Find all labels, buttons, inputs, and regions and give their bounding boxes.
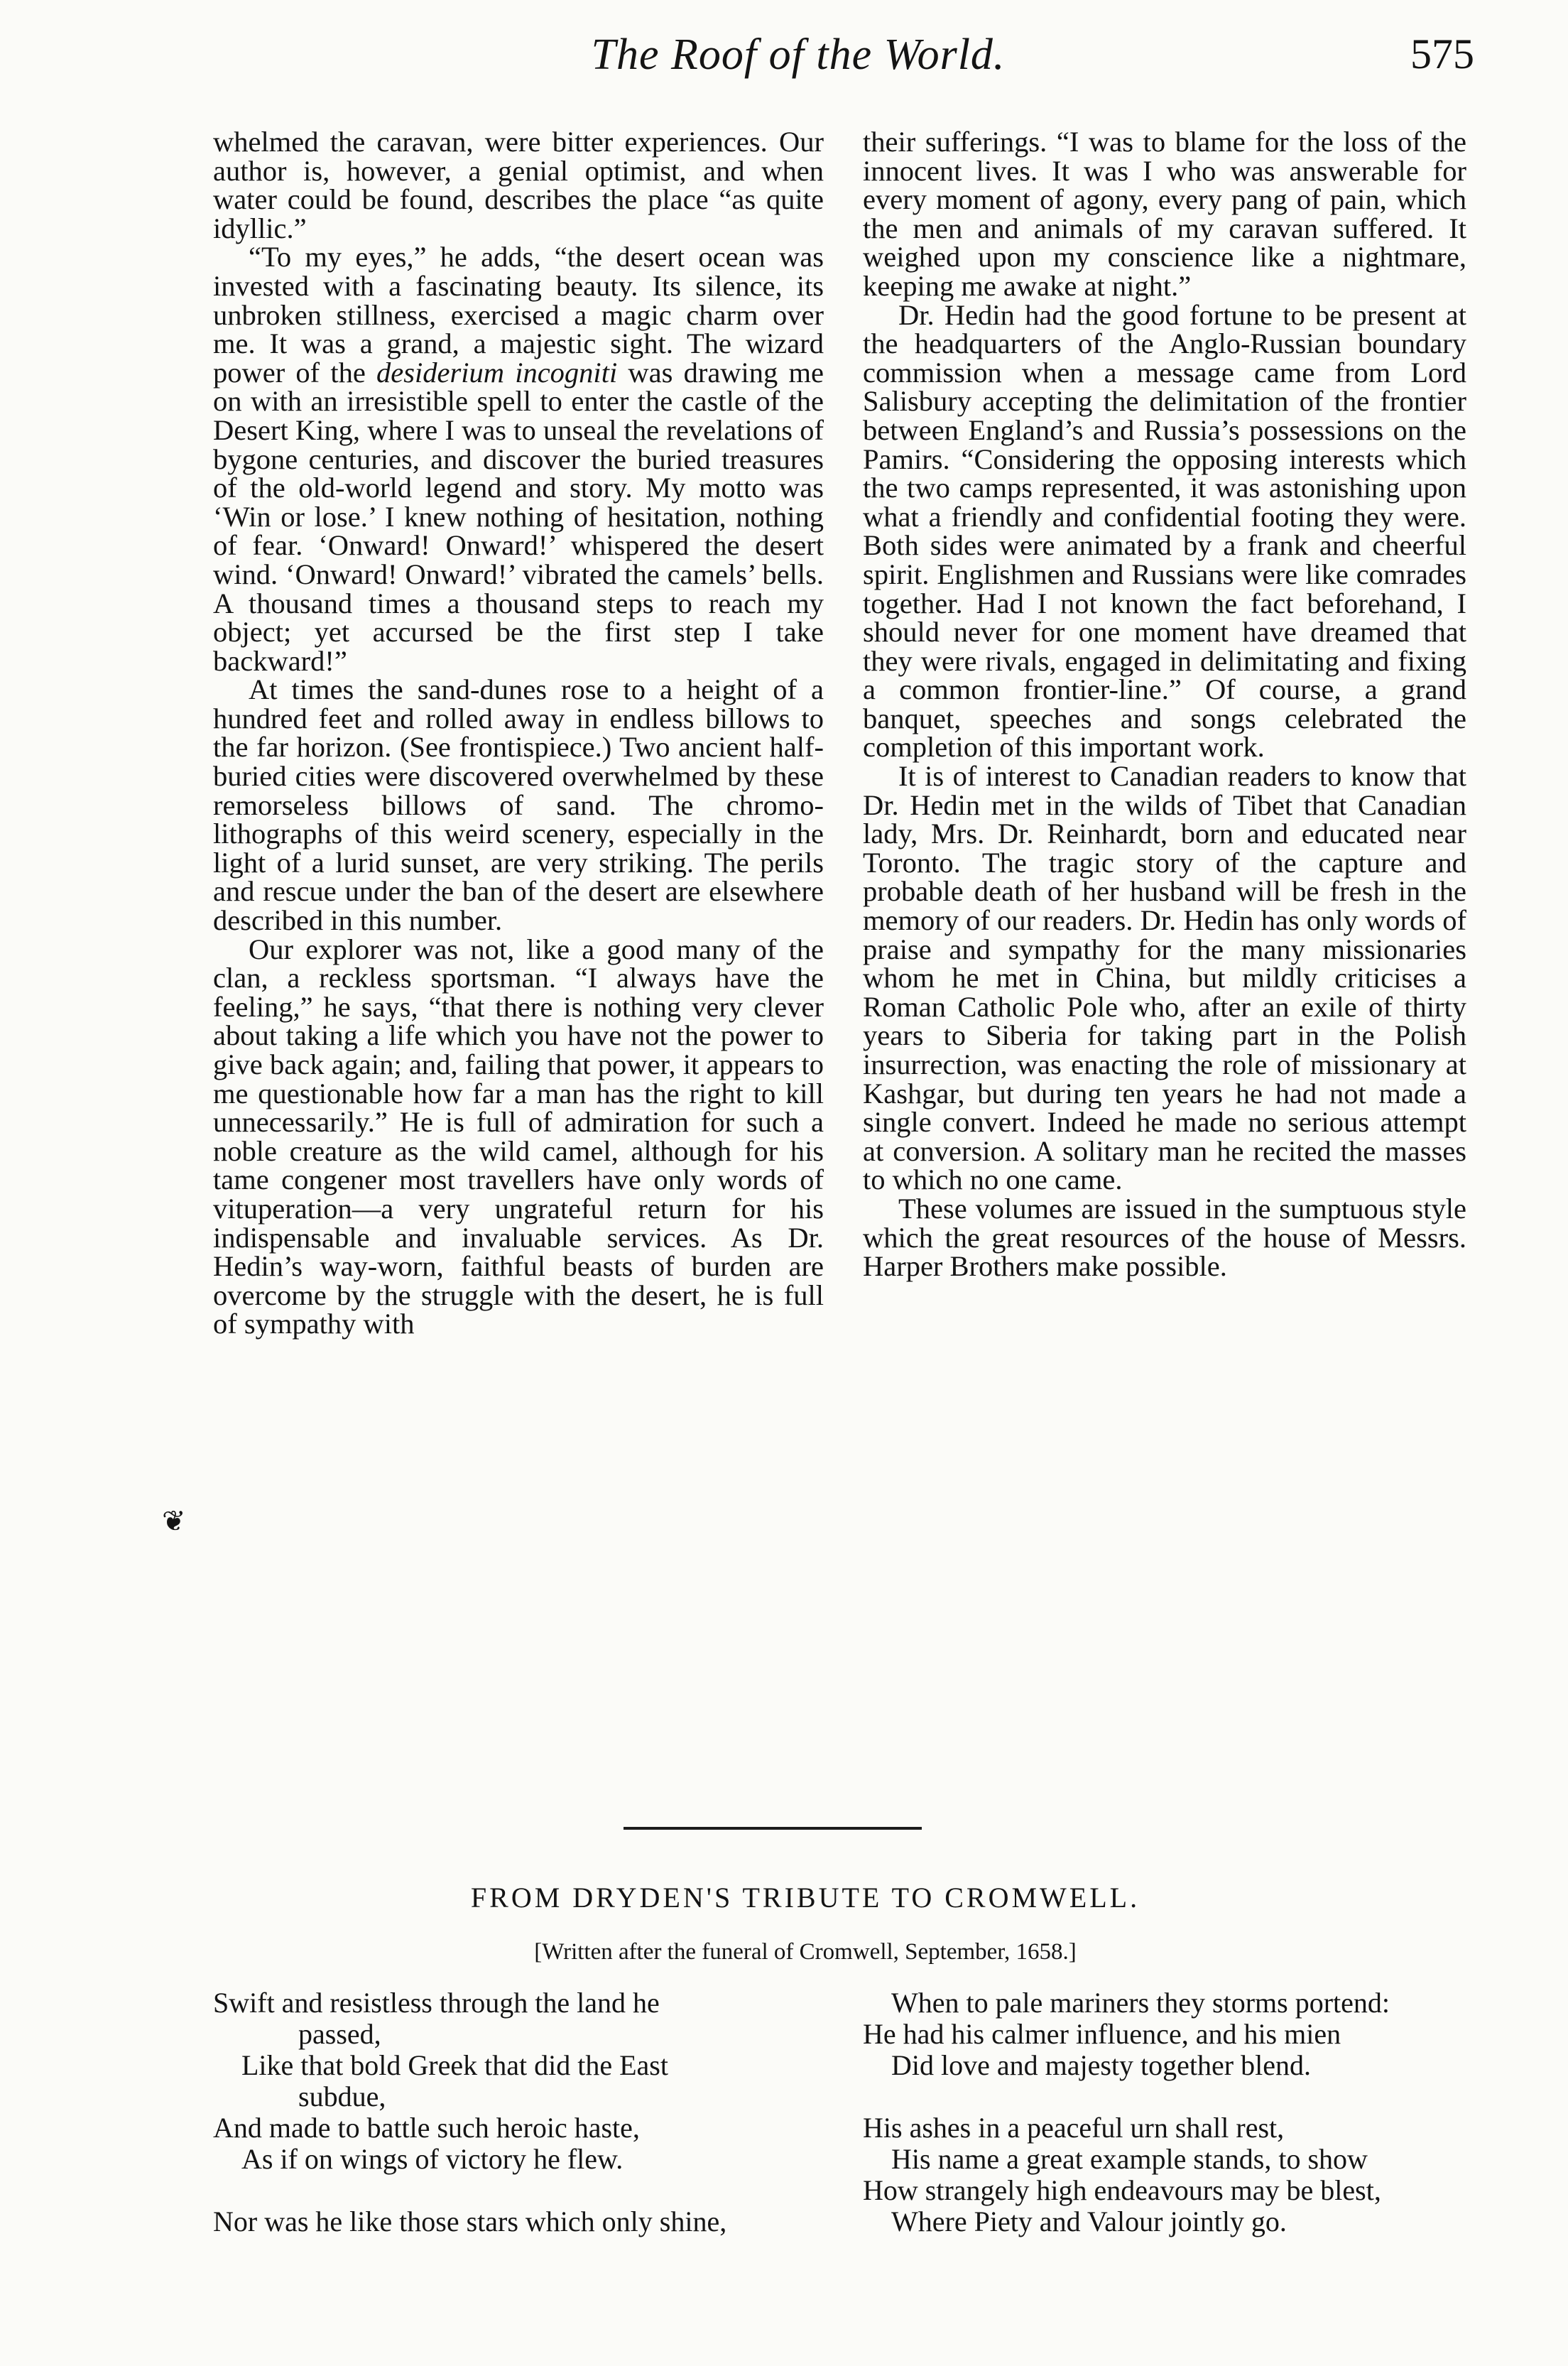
poem-subtitle: [Written after the funeral of Cromwell, September, 1658.] — [534, 1939, 1077, 1965]
paragraph: Dr. Hedin had the good fortune to be present at the headquarters of the Anglo-Russian boundary commission when a message came from Lord Salisbury accepting the delimitation of the frontier between England’s and Russia’s possessions on the Pamirs. “Considering the opposing interests which the two camps represented, it was astonishing upon what a friendly and confidential footing they were. Both sides were animated by a frank and cheerful spirit. Englishmen and Russians were like comrades together. Had I not known the fact beforehand, I should never for one moment have dreamed that they were rivals, engaged in delimitating and fixing a common frontier-line.” Of course, a grand banquet, speeches and songs celebrated the completion of this important work. — [863, 298, 1466, 764]
verse-line: His ashes in a peaceful urn shall rest, — [863, 2112, 1285, 2144]
verse-line: How strangely high endeavours may be blest, — [863, 2174, 1381, 2206]
running-title: The Roof of the World. — [591, 31, 1006, 79]
text-run: “To my eyes,” he adds, “the desert ocean was invested with a fascinating beauty. Its silence, its unbroken stillness, exercised a magic charm over me. It was a grand, a majestic sight. The wizard power of the — [213, 241, 824, 389]
article-column-left — [213, 128, 824, 1339]
verse-line: As if on wings of victory he flew. — [241, 2143, 624, 2175]
stanza-break — [863, 2081, 1488, 2112]
poem-column-right — [863, 1987, 1488, 2237]
paragraph: Our explorer was not, like a good many of the clan, a reckless sportsman. “I always have the feeling,” he says, “that there is nothing very clever about taking a life which you have not the power to give back again; and, failing that power, it appears to me questionable how far a man has the right to kill unnecessarily.” He is full of admiration for such a noble creature as the wild camel, although for his tame congener most travellers have only words of vituperation—a very ungrateful return for his indispensable and invaluable services. As Dr. Hedin’s way-worn, faithful beasts of burden are overcome by the struggle with the desert, he is full of sympathy with — [213, 933, 824, 1340]
verse-line: Like that bold Greek that did the East — [241, 2049, 668, 2081]
verse-line: His name a great example stands, to show — [891, 2143, 1368, 2175]
margin-ornament-icon: ❦ — [162, 1505, 186, 1537]
verse-line: passed, — [298, 2018, 381, 2050]
verse-line: Where Piety and Valour jointly go. — [891, 2205, 1287, 2237]
verse-line: And made to battle such heroic haste, — [213, 2112, 640, 2144]
section-divider — [624, 1827, 922, 1830]
paragraph: their sufferings. “I was to blame for the loss of the innocent lives. It was I who was answerable for every moment of agony, every pang of pain, which the men and animals of my caravan suffered. It weighed upon my conscience like a nightmare, keeping me awake at night.” — [863, 126, 1466, 302]
text-run: was drawing me on with an irresistible spell to enter the castle of the Desert King, where I was to unseal the revelations of bygone centuries, and discover the buried treasures of the old-world legend and story. My motto was ‘Win or lose.’ I knew nothing of hesitation, nothing of fear. ‘Onward! Onward!’ whispered the desert wind. ‘Onward! Onward!’ vibrated the camels’ bells. A thousand times a thousand steps to reach my object; yet accursed be the first step I take backward!” — [213, 356, 824, 677]
poem-column-left — [213, 1987, 838, 2237]
verse-line: He had his calmer influence, and his mien — [863, 2018, 1341, 2050]
article-column-right — [863, 128, 1466, 1281]
verse-line: Swift and resistless through the land he — [213, 1987, 660, 2019]
paragraph: These volumes are issued in the sumptuous style which the great resources of the house of Messrs. Harper Brothers make possible. — [863, 1192, 1466, 1283]
verse-line: Did love and majesty together blend. — [891, 2049, 1311, 2081]
verse-line: subdue, — [298, 2080, 386, 2112]
page-header — [0, 30, 1568, 87]
poem-title: FROM DRYDEN'S TRIBUTE TO CROMWELL. — [470, 1882, 1140, 1914]
paragraph: It is of interest to Canadian readers to know that Dr. Hedin met in the wilds of Tibet that Canadian lady, Mrs. Dr. Reinhardt, born and educated near Toronto. The tragic story of the capture and probable death of her husband will be fresh in the memory of our readers. Dr. Hedin has only words of praise and sympathy for the many missionaries whom he met in China, but mildly criticises a Roman Catholic Pole who, after an exile of thirty years to Siberia for taking part in the Polish insurrection, was enacting the role of missionary at Kashgar, but during ten years he had not made a single convert. Indeed he made no serious attempt at conversion. A solitary man he recited the masses to which no one came. — [863, 760, 1466, 1196]
stanza-break — [213, 2175, 838, 2206]
verse-line: When to pale mariners they storms portend: — [891, 1987, 1390, 2019]
verse-line: Nor was he like those stars which only shine, — [213, 2205, 727, 2237]
paragraph-quote — [213, 243, 824, 675]
latin-phrase: desiderium incogniti — [376, 356, 618, 389]
page-number: 575 — [1410, 31, 1474, 77]
paragraph: At times the sand-dunes rose to a height of a hundred feet and rolled away in endless billows to the far horizon. (See frontispiece.) Two ancient half-buried cities were discovered overwhelmed by these remorseless billows of sand. The chromo-lithographs of this weird scenery, especially in the light of a lurid sunset, are very striking. The perils and rescue under the ban of the desert are elsewhere described in this number. — [213, 673, 824, 937]
paragraph: whelmed the caravan, were bitter experiences. Our author is, however, a genial optimist, and when water could be found, describes the place “as quite idyllic.” — [213, 126, 824, 244]
